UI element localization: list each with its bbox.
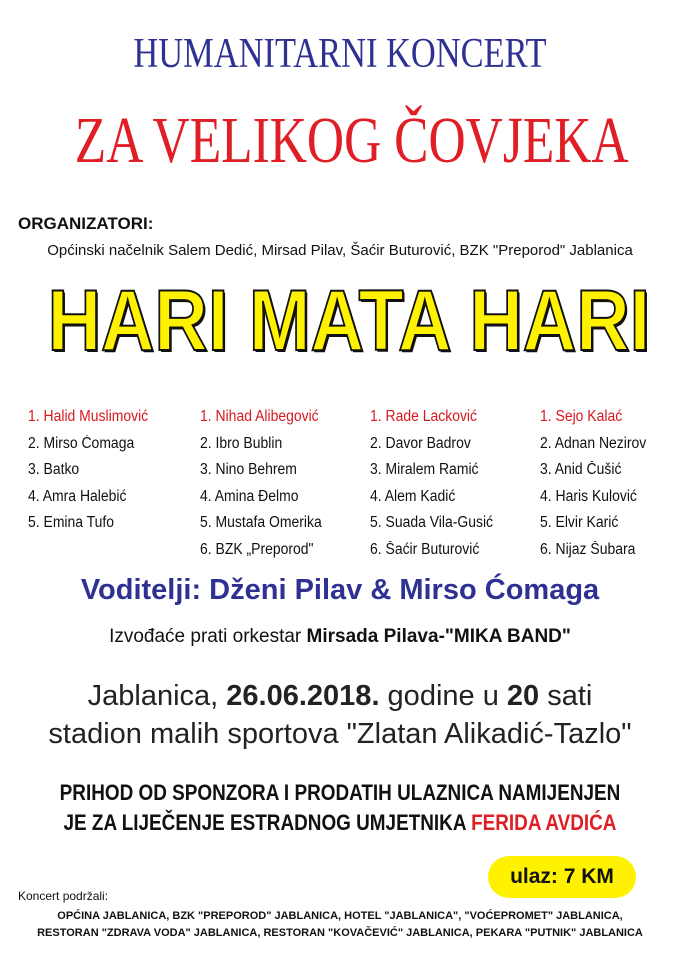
headliner-name: HARI MATA HARI <box>47 273 651 369</box>
orchestra-prefix: Izvođaće prati orkestar <box>109 626 307 647</box>
event-hour: 20 <box>506 680 540 712</box>
beneficiary-name: FERIDA AVDIĆA <box>471 810 617 835</box>
lineup-item: 5. Elvir Karić <box>540 514 619 531</box>
lineup-item: 1. Rade Lacković <box>370 408 478 425</box>
charity-notice <box>48 778 633 838</box>
lineup-column-4 <box>540 404 658 563</box>
organizers-text: Općinski načelnik Salem Dedić, Mirsad Pilav, Šaćir Buturović, BZK "Preporod" Jablanica <box>47 242 633 259</box>
lineup-item: 1. Halid Muslimović <box>28 408 149 425</box>
lineup-item: 4. Haris Kulović <box>540 487 637 505</box>
event-sati: sati <box>539 680 593 712</box>
lineup-item: 4. Amina Đelmo <box>200 487 299 505</box>
lineup-item: 4. Alem Kadić <box>370 487 456 505</box>
lineup-item: 3. Batko <box>28 461 80 478</box>
lineup-item: 1. Sejo Kalać <box>540 408 623 425</box>
lineup-item: 2. Ibro Bublin <box>200 434 283 452</box>
sponsors-line-1: OPĆINA JABLANICA, BZK "PREPOROD" JABLANICA, HOTEL "JABLANICA", "VOĆEPROMET" JABLANICA, <box>57 910 623 922</box>
lineup-column-1 <box>28 404 162 537</box>
event-date: 26.06.2018. <box>226 680 380 712</box>
title-line-2: ZA VELIKOG ČOVJEKA <box>74 104 629 177</box>
lineup-item: 6. BZK „Preporod" <box>200 540 314 558</box>
sponsors-line-2: RESTORAN "ZDRAVA VODA" JABLANICA, RESTORAN "KOVAČEVIĆ" JABLANICA, PEKARA "PUTNIK" JABLANICA <box>37 927 643 939</box>
lineup-item: 2. Davor Badrov <box>370 434 471 452</box>
support-label: Koncert podržali: <box>18 889 109 903</box>
lineup-item: 2. Mirso Ćomaga <box>28 434 135 452</box>
title-line-1: HUMANITARNI KONCERT <box>133 31 547 77</box>
lineup-item: 3. Nino Behrem <box>200 461 297 478</box>
ticket-price-badge: ulaz: 7 KM <box>488 856 636 898</box>
organizers-label: ORGANIZATORI: <box>18 214 154 233</box>
charity-line-2 <box>48 808 633 838</box>
lineup-column-2 <box>200 404 335 563</box>
lineup-column-3 <box>370 404 507 563</box>
lineup-item: 4. Amra Halebić <box>28 487 127 505</box>
lineup-item: 1. Nihad Alibegović <box>200 408 319 425</box>
lineup-item: 6. Šaćir Buturović <box>370 540 480 558</box>
lineup-item: 5. Emina Tufo <box>28 514 115 531</box>
date-time-line <box>0 680 680 713</box>
charity-line-1: PRIHOD OD SPONZORA I PRODATIH ULAZNICA NAMIJENJEN <box>59 780 621 805</box>
charity-line-2-prefix: JE ZA LIJEČENJE ESTRADNOG UMJETNIKA <box>63 810 472 835</box>
lineup-item: 3. Miralem Ramić <box>370 461 479 478</box>
sponsors-list <box>0 908 680 942</box>
lineup-item: 3. Anid Čušić <box>540 461 622 478</box>
lineup-item: 5. Suada Vila-Gusić <box>370 514 494 531</box>
hosts-line: Voditelji: Dženi Pilav & Mirso Ćomaga <box>80 574 600 606</box>
event-godine: godine u <box>379 680 507 712</box>
lineup-item: 6. Nijaz Šubara <box>540 540 636 558</box>
lineup-item: 2. Adnan Nezirov <box>540 434 647 452</box>
event-city: Jablanica, <box>87 680 227 712</box>
lineup-item: 5. Mustafa Omerika <box>200 514 322 531</box>
venue-line: stadion malih sportova "Zlatan Alikadić-Tazlo" <box>48 718 632 750</box>
orchestra-name: Mirsada Pilava-"MIKA BAND" <box>306 626 571 647</box>
orchestra-line <box>0 626 680 648</box>
